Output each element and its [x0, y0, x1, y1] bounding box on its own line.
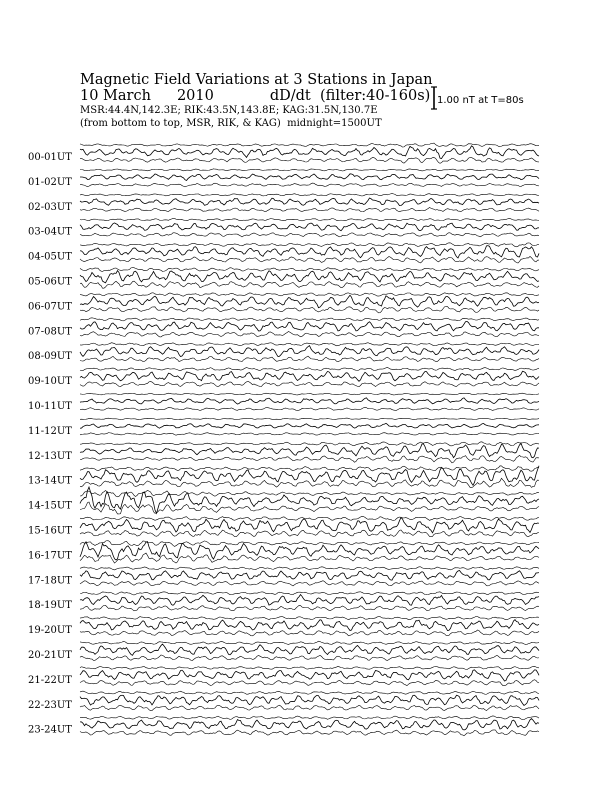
row-label-20-21UT: 20-21UT: [28, 650, 72, 661]
trace-18-19UT-MSR: [80, 592, 539, 595]
trace-21-22UT-MSR: [80, 666, 539, 669]
trace-04-05UT-MSR: [80, 243, 539, 247]
trace-20-21UT-RIK: [80, 655, 539, 661]
trace-10-11UT-MSR: [80, 393, 539, 395]
trace-23-24UT-MSR: [80, 716, 539, 720]
trace-00-01UT-MSR: [80, 143, 539, 147]
trace-17-18UT-RIK: [80, 581, 539, 586]
trace-18-19UT-KAG: [80, 595, 539, 606]
row-label-21-22UT: 21-22UT: [28, 674, 72, 686]
trace-14-15UT-RIK: [80, 502, 539, 514]
trace-20-21UT-KAG: [80, 644, 539, 655]
row-label-17-18UT: 17-18UT: [28, 575, 72, 587]
trace-08-09UT-RIK: [80, 356, 539, 362]
station-coords: MSR:44.4N,142.3E; RIK:43.5N,143.8E; KAG:31.5N,130.7E: [80, 105, 378, 116]
trace-17-18UT-KAG: [80, 570, 539, 580]
row-label-04-05UT: 04-05UT: [28, 251, 72, 263]
trace-14-15UT-MSR: [80, 490, 539, 496]
trace-02-03UT-MSR: [80, 194, 539, 196]
trace-10-11UT-KAG: [80, 398, 539, 404]
trace-19-20UT-RIK: [80, 630, 539, 636]
trace-03-04UT-MSR: [80, 218, 539, 220]
row-label-23-24UT: 23-24UT: [28, 724, 72, 736]
trace-07-08UT-KAG: [80, 321, 539, 331]
trace-11-12UT-RIK: [80, 433, 539, 435]
trace-09-10UT-RIK: [80, 381, 539, 386]
filter-label: (filter:40-160s): [319, 88, 431, 104]
order-note: (from bottom to top, MSR, RIK, & KAG): [80, 118, 281, 129]
row-label-10-11UT: 10-11UT: [28, 401, 72, 412]
trace-18-19UT-RIK: [80, 605, 539, 610]
row-label-19-20UT: 19-20UT: [28, 625, 72, 637]
row-label-01-02UT: 01-02UT: [28, 176, 72, 188]
trace-10-11UT-RIK: [80, 407, 539, 410]
row-label-09-10UT: 09-10UT: [28, 376, 72, 388]
row-label-13-14UT: 13-14UT: [28, 475, 72, 487]
row-label-02-03UT: 02-03UT: [28, 201, 72, 213]
row-label-16-17UT: 16-17UT: [28, 550, 72, 562]
trace-02-03UT-KAG: [80, 198, 539, 206]
row-label-15-16UT: 15-16UT: [28, 525, 72, 537]
trace-06-07UT-MSR: [80, 293, 539, 296]
row-label-07-08UT: 07-08UT: [28, 326, 72, 338]
trace-05-06UT-RIK: [80, 281, 539, 288]
trace-01-02UT-KAG: [80, 174, 539, 181]
scale-label: 1.00 nT at T=80s: [437, 95, 524, 106]
trace-22-23UT-KAG: [80, 695, 539, 705]
trace-12-13UT-RIK: [80, 455, 539, 463]
trace-12-13UT-MSR: [80, 442, 539, 446]
trace-05-06UT-KAG: [80, 271, 539, 283]
trace-22-23UT-MSR: [80, 691, 539, 694]
trace-01-02UT-RIK: [80, 183, 539, 187]
trace-09-10UT-MSR: [80, 367, 539, 370]
row-label-03-04UT: 03-04UT: [28, 226, 72, 238]
row-label-22-23UT: 22-23UT: [28, 699, 72, 711]
trace-20-21UT-MSR: [80, 641, 539, 644]
trace-04-05UT-KAG: [80, 246, 539, 258]
trace-19-20UT-MSR: [80, 616, 539, 619]
trace-06-07UT-KAG: [80, 295, 539, 307]
trace-12-13UT-KAG: [80, 443, 539, 458]
trace-04-05UT-RIK: [80, 256, 539, 263]
row-label-12-13UT: 12-13UT: [28, 450, 72, 462]
trace-02-03UT-RIK: [80, 208, 539, 212]
row-label-05-06UT: 05-06UT: [28, 276, 72, 288]
trace-00-01UT-RIK: [80, 157, 539, 163]
row-label-00-01UT: 00-01UT: [28, 152, 72, 163]
trace-08-09UT-KAG: [80, 346, 539, 357]
row-label-06-07UT: 06-07UT: [28, 301, 72, 313]
trace-17-18UT-MSR: [80, 567, 539, 570]
trace-11-12UT-KAG: [80, 423, 539, 428]
trace-03-04UT-RIK: [80, 233, 539, 237]
trace-01-02UT-MSR: [80, 169, 539, 171]
trace-15-16UT-KAG: [80, 517, 539, 532]
trace-03-04UT-KAG: [80, 223, 539, 231]
trace-11-12UT-MSR: [80, 418, 539, 420]
trace-07-08UT-MSR: [80, 318, 539, 321]
year-label: 2010: [176, 88, 214, 104]
trace-21-22UT-KAG: [80, 670, 539, 681]
trace-07-08UT-RIK: [80, 332, 539, 337]
trace-00-01UT-KAG: [80, 146, 539, 159]
trace-21-22UT-RIK: [80, 680, 539, 686]
row-label-14-15UT: 14-15UT: [28, 500, 72, 512]
quantity-label: dD/dt: [269, 88, 311, 104]
trace-06-07UT-RIK: [80, 307, 539, 313]
trace-16-17UT-KAG: [80, 542, 539, 560]
trace-05-06UT-MSR: [80, 268, 539, 272]
row-label-11-12UT: 11-12UT: [28, 425, 72, 437]
trace-15-16UT-RIK: [80, 530, 539, 537]
row-label-08-09UT: 08-09UT: [28, 351, 72, 363]
trace-09-10UT-KAG: [80, 371, 539, 381]
trace-15-16UT-MSR: [80, 516, 539, 520]
trace-19-20UT-KAG: [80, 620, 539, 631]
midnight-note: midnight=1500UT: [287, 118, 382, 129]
row-label-18-19UT: 18-19UT: [28, 600, 72, 612]
trace-23-24UT-KAG: [80, 719, 539, 730]
trace-23-24UT-RIK: [80, 730, 539, 736]
trace-22-23UT-RIK: [80, 705, 539, 710]
date-label: 10 March: [80, 88, 151, 104]
chart-title: Magnetic Field Variations at 3 Stations in Japan: [80, 72, 433, 88]
